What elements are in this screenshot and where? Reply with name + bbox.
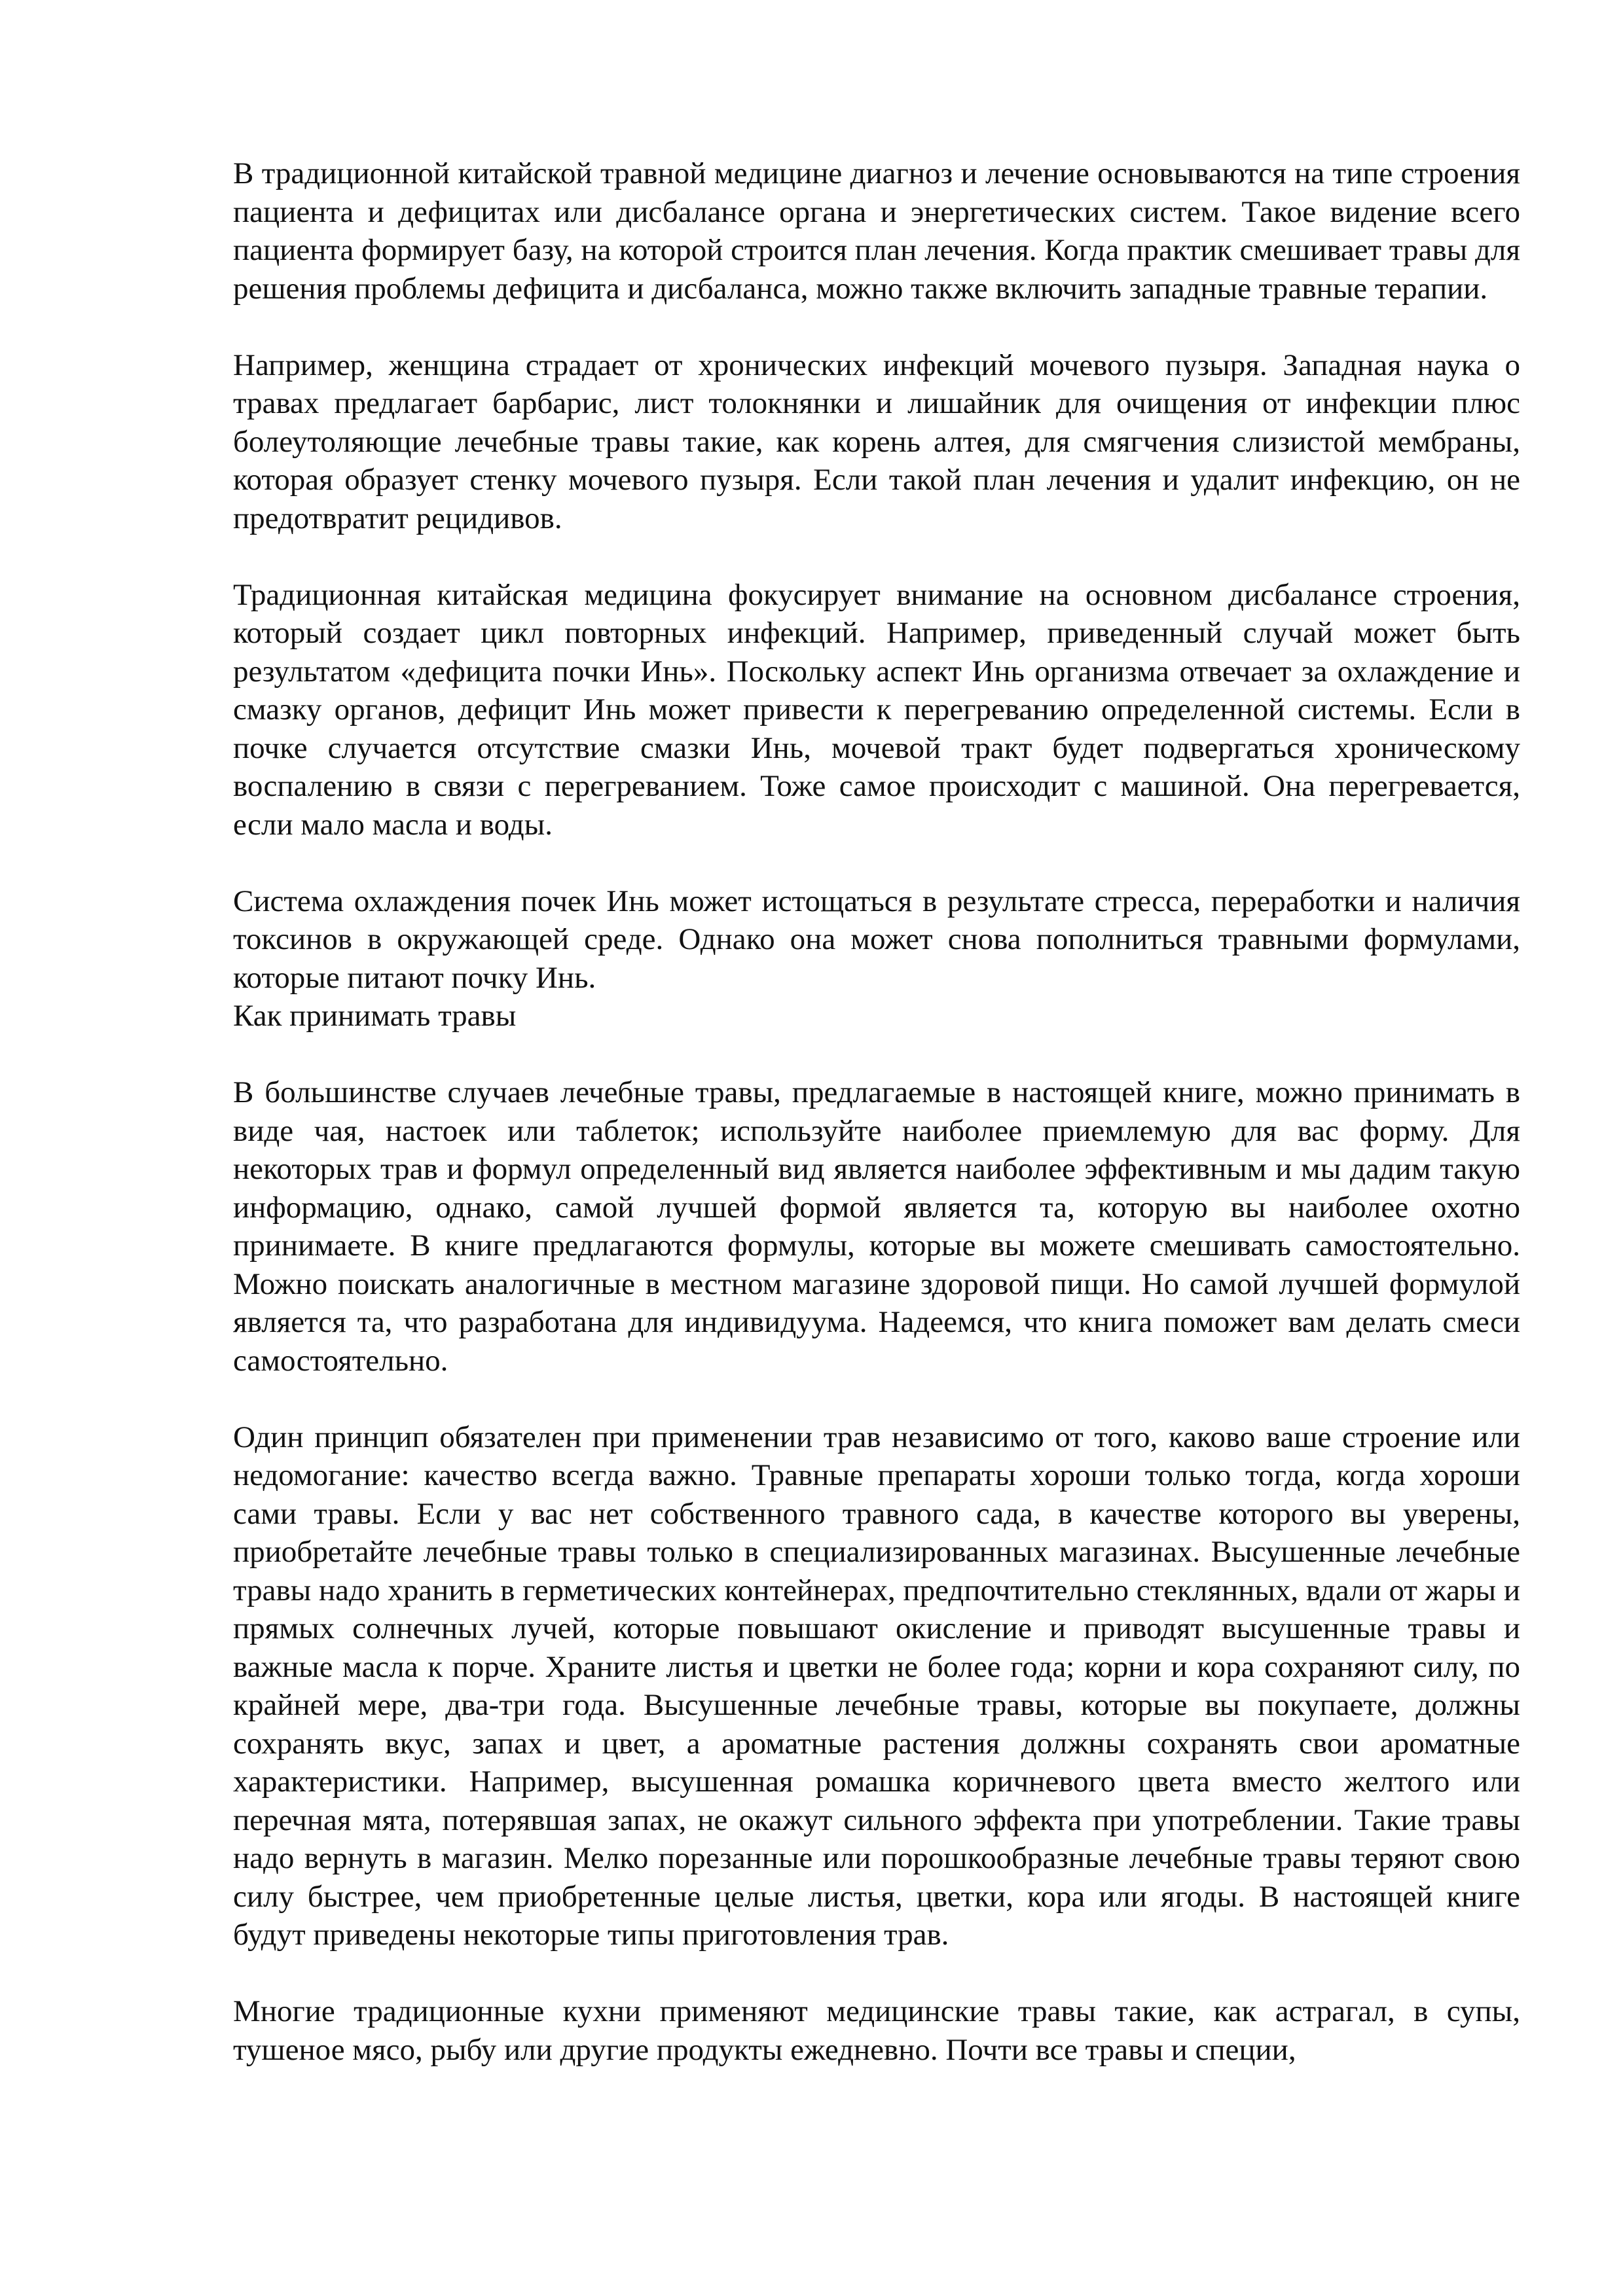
paragraph-yin-deficiency: Традиционная китайская медицина фокусирует внимание на основном дисбалансе строения, который создает цикл повторных инфекций. Например, приведенный случай может быть результатом «дефицита почки Инь». Поскольку аспект Инь организма отвечает за охлаждение и смазку органов, дефицит Инь может привести к перегреванию определенной системы. Если в почке случается отсутствие смазки Инь, мочевой тракт будет подвергаться хроническому воспалению в связи с перегреванием. Тоже самое происходит с машиной. Она перегревается, если мало масла и воды.: [233, 577, 1520, 842]
paragraph-traditional-cuisine: Многие традиционные кухни применяют медицинские травы такие, как астрагал, в супы, тушеное мясо, рыбу или другие продукты ежедневно. Почти все травы и специи,: [233, 1994, 1520, 2067]
text-column: [233, 154, 1520, 2069]
paragraph-quality-principle: Один принцип обязателен при применении трав независимо от того, каково ваше строение или недомогание: качество всегда важно. Травные препараты хороши только тогда, когда хороши сами травы. Если у вас нет собственного травного сада, в качестве которого вы уверены, приобретайте лечебные травы только в специализированных магазинах. Высушенные лечебные травы надо хранить в герметических контейнерах, предпочтительно стеклянных, вдали от жары и прямых солнечных лучей, которые повышают окисление и приводят высушенные травы и важные масла к порче. Храните листья и цветки не более года; корни и кора сохраняют силу, по крайней мере, два-три года. Высушенные лечебные травы, которые вы покупаете, должны сохранять вкус, запах и цвет, а ароматные растения должны сохранять свои ароматные характеристики. Например, высушенная ромашка коричневого цвета вместо желтого или перечная мята, потерявшая запах, не окажут сильного эффекта при употреблении. Такие травы надо вернуть в магазин. Мелко порезанные или порошкообразные лечебные травы теряют свою силу быстрее, чем приобретенные целые листья, цветки, кора или ягоды. В настоящей книге будут приведены некоторые типы приготовления трав.: [233, 1420, 1520, 1952]
paragraph-kidney-cooling: Система охлаждения почек Инь может истощаться в результате стресса, переработки и наличия токсинов в окружающей среде. Однако она может снова пополниться травными формулами, которые питают почку Инь.: [233, 884, 1520, 995]
paragraph-bladder-example: Например, женщина страдает от хронических инфекций мочевого пузыря. Западная наука о травах предлагает барбарис, лист толокнянки и лишайник для очищения от инфекции плюс болеутоляющие лечебные травы такие, как корень алтея, для смягчения слизистой мембраны, которая образует стенку мочевого пузыря. Если такой план лечения и удалит инфекцию, он не предотвратит рецидивов.: [233, 348, 1520, 535]
paragraph-diagnosis-intro: В традиционной китайской травной медицине диагноз и лечение основываются на типе строения пациента и дефицитах или дисбалансе органа и энергетических систем. Такое видение всего пациента формирует базу, на которой строится план лечения. Когда практик смешивает травы для решения проблемы дефицита и дисбаланса, можно также включить западные травные терапии.: [233, 156, 1520, 306]
section-heading: Как принимать травы: [233, 999, 517, 1033]
paragraph-forms-of-herbs: В большинстве случаев лечебные травы, предлагаемые в настоящей книге, можно принимать в виде чая, настоек или таблеток; используйте наиболее приемлемую для вас форму. Для некоторых трав и формул определенный вид является наиболее эффективным и мы дадим такую информацию, однако, самой лучшей формой является та, которую вы наиболее охотно принимаете. В книге предлагаются формулы, которые вы можете смешивать самостоятельно. Можно поискать аналогичные в местном магазине здоровой пищи. Но самой лучшей формулой является та, что разработана для индивидуума. Надеемся, что книга поможет вам делать смеси самостоятельно.: [233, 1075, 1520, 1378]
